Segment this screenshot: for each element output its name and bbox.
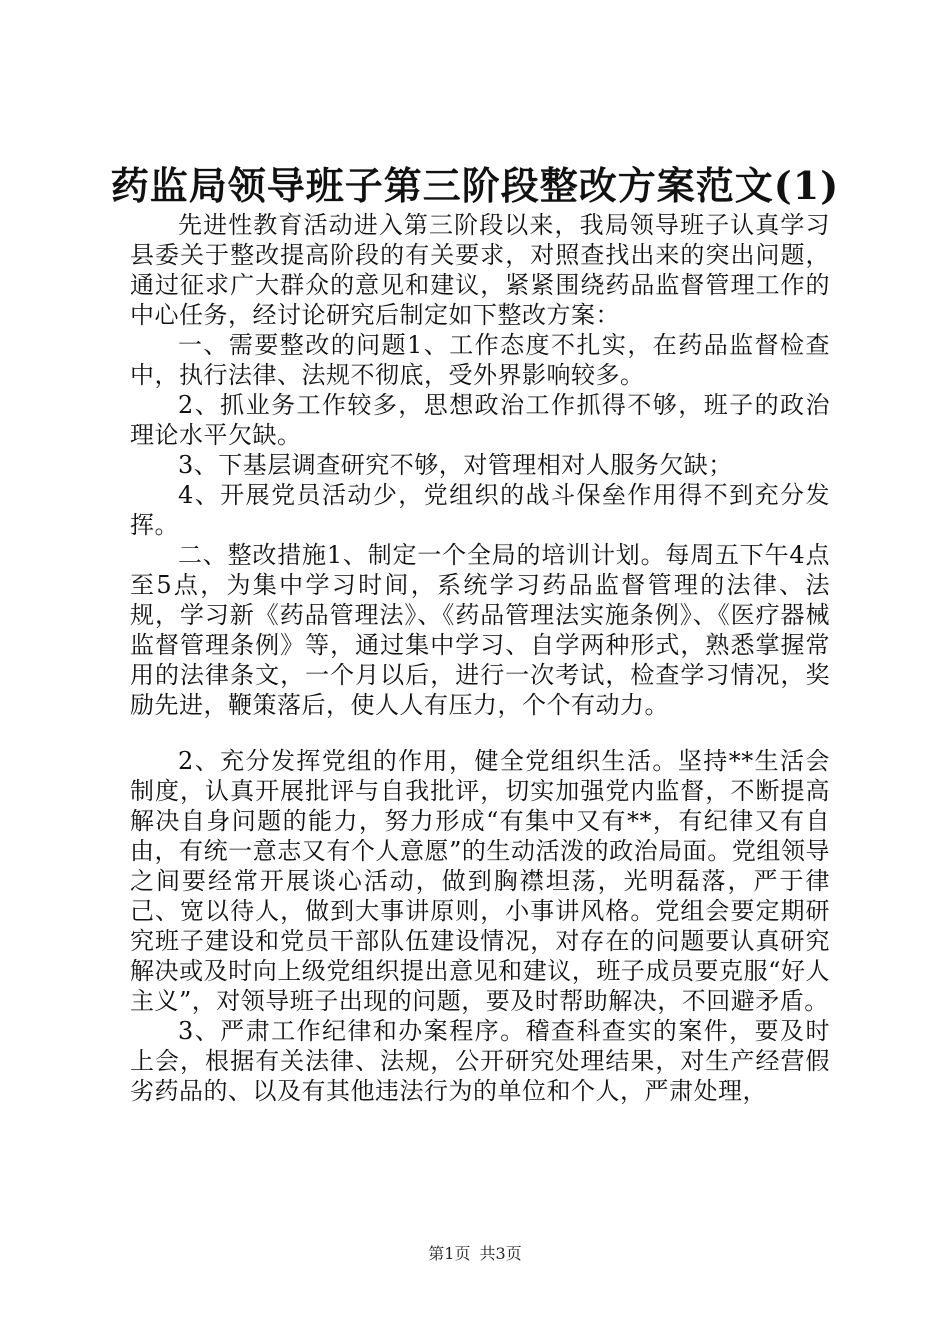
paragraph-problems-3: 3、下基层调查研究不够，对管理相对人服务欠缺； xyxy=(178,451,733,479)
paragraph-intro: 先进性教育活动进入第三阶段以来，我局领导班子认真学习县委关于整改提高阶段的有关要求，对照查找出来的突出问题，通过征求广大群众的意见和建议，紧紧围绕药品监督管理工作的中心任务，经讨论研究后制定如下整改方案： xyxy=(130,211,830,329)
paragraph-measures-1: 二、整改措施1、制定一个全局的培训计划。每周五下午4点至5点，为集中学习时间，系统学习药品监督管理的法律、法规，学习新《药品管理法》、《药品管理法实施条例》、《医疗器械监督管理条例》等，通过集中学习、自学两种形式，熟悉掌握常用的法律条文，一个月以后，进行一次考试，检查学习情况，奖励先进，鞭策落后，使人人有压力，个个有动力。 xyxy=(130,541,830,719)
page-total: 共3页 xyxy=(479,1244,522,1263)
paragraph-measures-2: 2、充分发挥党组的作用，健全党组织生活。坚持**生活会制度，认真开展批评与自我批评，切实加强党内监督，不断提高解决自身问题的能力，努力形成“有集中又有**，有纪律又有自由，有统一意志又有个人意愿”的生动活泼的政治局面。党组领导之间要经常开展谈心活动，做到胸襟坦荡，光明磊落，严于律己、宽以待人，做到大事讲原则，小事讲风格。党组会要定期研究班子建设和党员干部队伍建设情况，对存在的问题要认真研究解决或及时向上级党组织提出意见和建议，班子成员要克服“好人主义”，对领导班子出现的问题，要及时帮助解决，不回避矛盾。 xyxy=(130,747,830,1015)
paragraph-problems-2: 2、抓业务工作较多，思想政治工作抓得不够，班子的政治理论水平欠缺。 xyxy=(130,391,830,449)
document-title: 药监局领导班子第三阶段整改方案范文(1) xyxy=(110,163,840,208)
paragraph-measures-3: 3、严肃工作纪律和办案程序。稽查科查实的案件，要及时上会，根据有关法律、法规，公开研究处理结果，对生产经营假劣药品的、以及有其他违法行为的单位和个人，严肃处理， xyxy=(130,1017,830,1105)
document-body xyxy=(130,210,830,1106)
paragraph-problems-1: 一、需要整改的问题1、工作态度不扎实，在药品监督检查中，执行法律、法规不彻底，受外界影响较多。 xyxy=(130,331,830,389)
paragraph-problems-4: 4、开展党员活动少，党组织的战斗保垒作用得不到充分发挥。 xyxy=(130,481,830,539)
page-number: 第1页 xyxy=(428,1244,471,1263)
page-footer xyxy=(0,1243,950,1265)
